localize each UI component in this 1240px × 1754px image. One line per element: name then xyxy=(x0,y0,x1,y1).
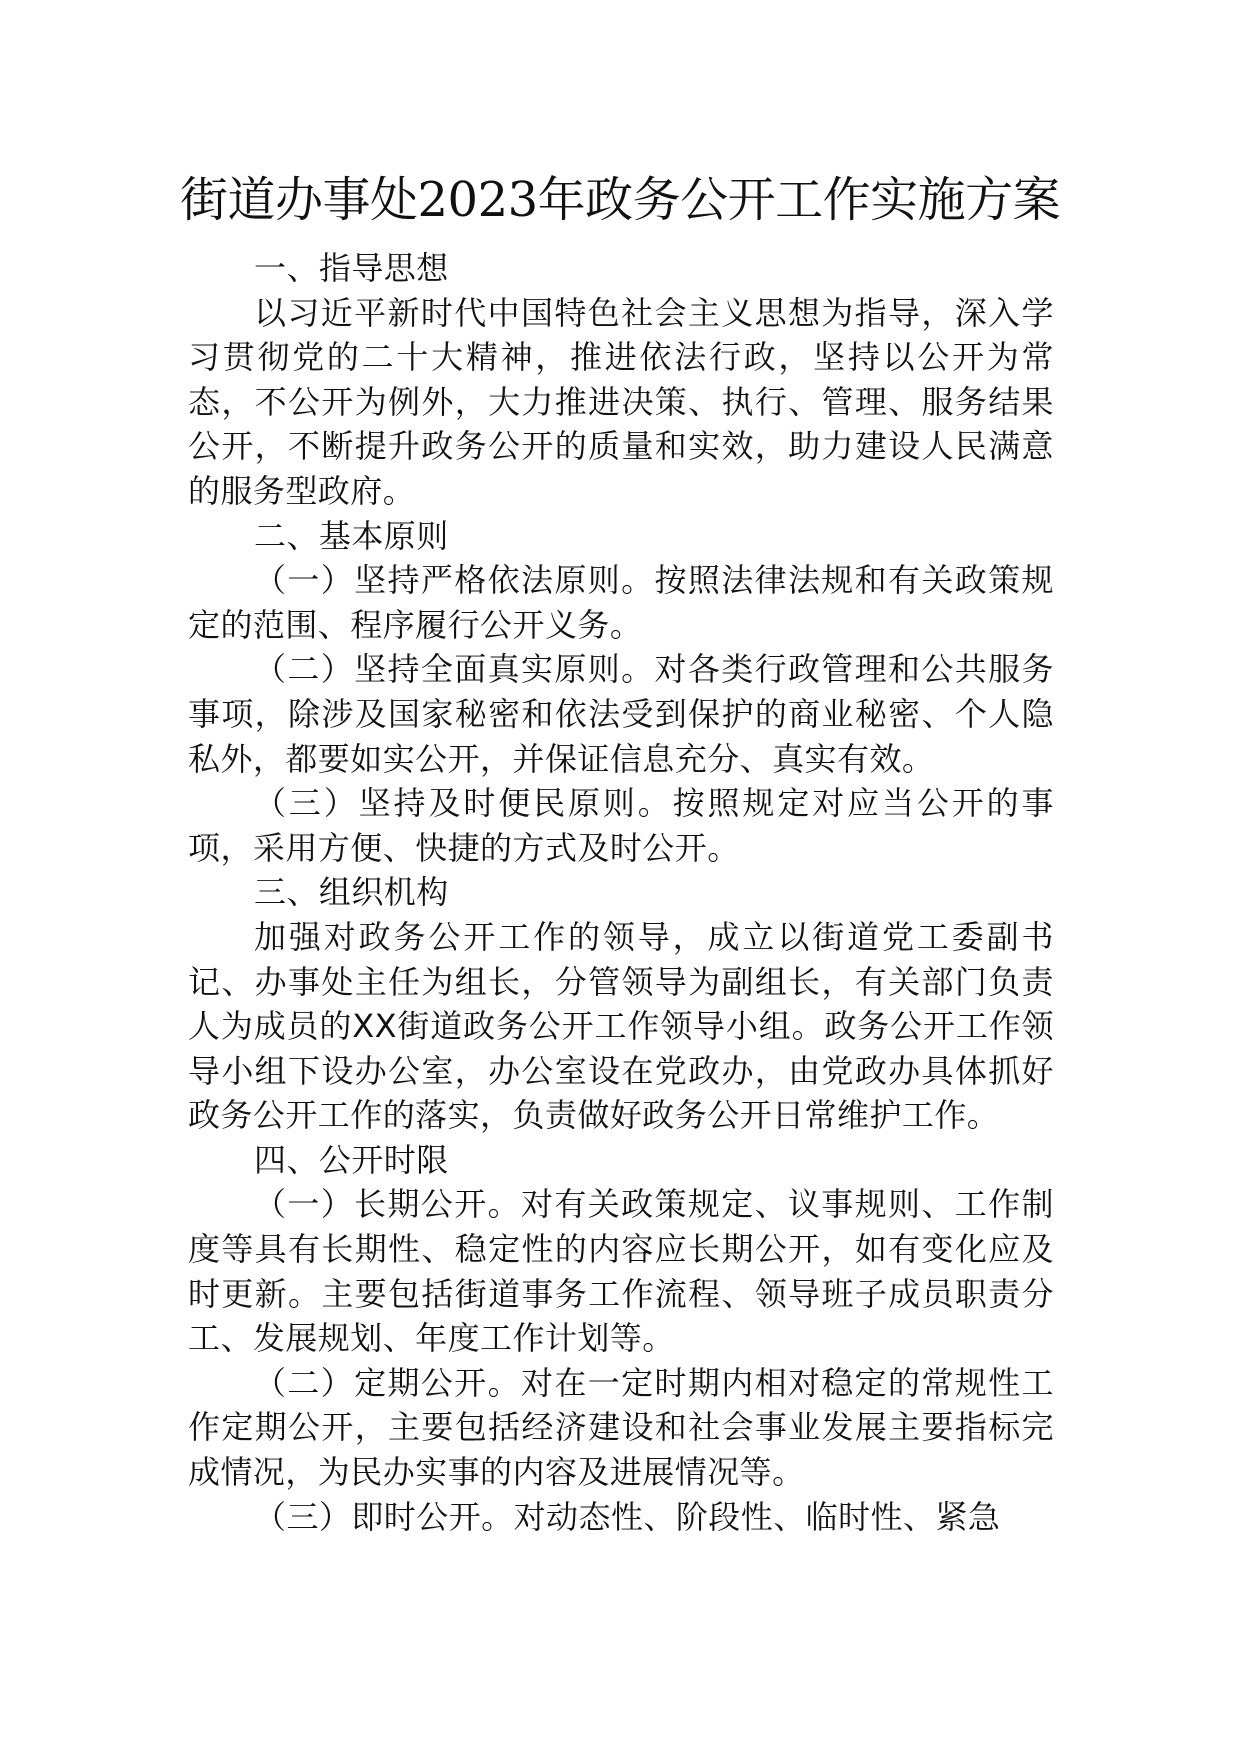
paragraph-immediate-disclosure: （三）即时公开。对动态性、阶段性、临时性、紧急 xyxy=(254,1497,1001,1536)
document-title: 街道办事处2023年政务公开工作实施方案 xyxy=(180,172,1061,228)
document-body xyxy=(188,246,1054,1539)
paragraph-periodic-disclosure: （二）定期公开。对在一定时期内相对稳定的常规性工作定期公开，主要包括经济建设和社会事业发展主要指标完成情况，为民办实事的内容及进展情况等。 xyxy=(188,1363,1054,1492)
paragraph-guiding-ideology: 以习近平新时代中国特色社会主义思想为指导，深入学习贯彻党的二十大精神，推进依法行政，坚持以公开为常态，不公开为例外，大力推进决策、执行、管理、服务结果公开，不断提升政务公开的质量和实效，助力建设人民满意的服务型政府。 xyxy=(188,293,1054,510)
section-heading-basic-principles: 二、基本原则 xyxy=(254,516,449,555)
paragraph-principle-lawful: （一）坚持严格依法原则。按照法律法规和有关政策规定的范围、程序履行公开义务。 xyxy=(188,561,1054,644)
section-heading-disclosure-timing: 四、公开时限 xyxy=(254,1140,449,1179)
paragraph-principle-comprehensive: （二）坚持全面真实原则。对各类行政管理和公共服务事项，除涉及国家秘密和依法受到保护的商业秘密、个人隐私外，都要如实公开，并保证信息充分、真实有效。 xyxy=(188,650,1054,778)
section-heading-guiding-ideology: 一、指导思想 xyxy=(254,249,449,287)
section-heading-organization: 三、组织机构 xyxy=(254,873,449,912)
paragraph-organization: 加强对政务公开工作的领导，成立以街道党工委副书记、办事处主任为组长，分管领导为副组长，有关部门负责人为成员的XX街道政务公开工作领导小组。政务公开工作领导小组下设办公室，办公室设在党政办，由党政办具体抓好政务公开工作的落实，负责做好政务公开日常维护工作。 xyxy=(188,917,1054,1135)
paragraph-long-term-disclosure: （一）长期公开。对有关政策规定、议事规则、工作制度等具有长期性、稳定性的内容应长期公开，如有变化应及时更新。主要包括街道事务工作流程、领导班子成员职责分工、发展规划、年度工作计划等。 xyxy=(188,1185,1054,1358)
paragraph-principle-timely: （三）坚持及时便民原则。按照规定对应当公开的事项，采用方便、快捷的方式及时公开。 xyxy=(188,784,1054,867)
